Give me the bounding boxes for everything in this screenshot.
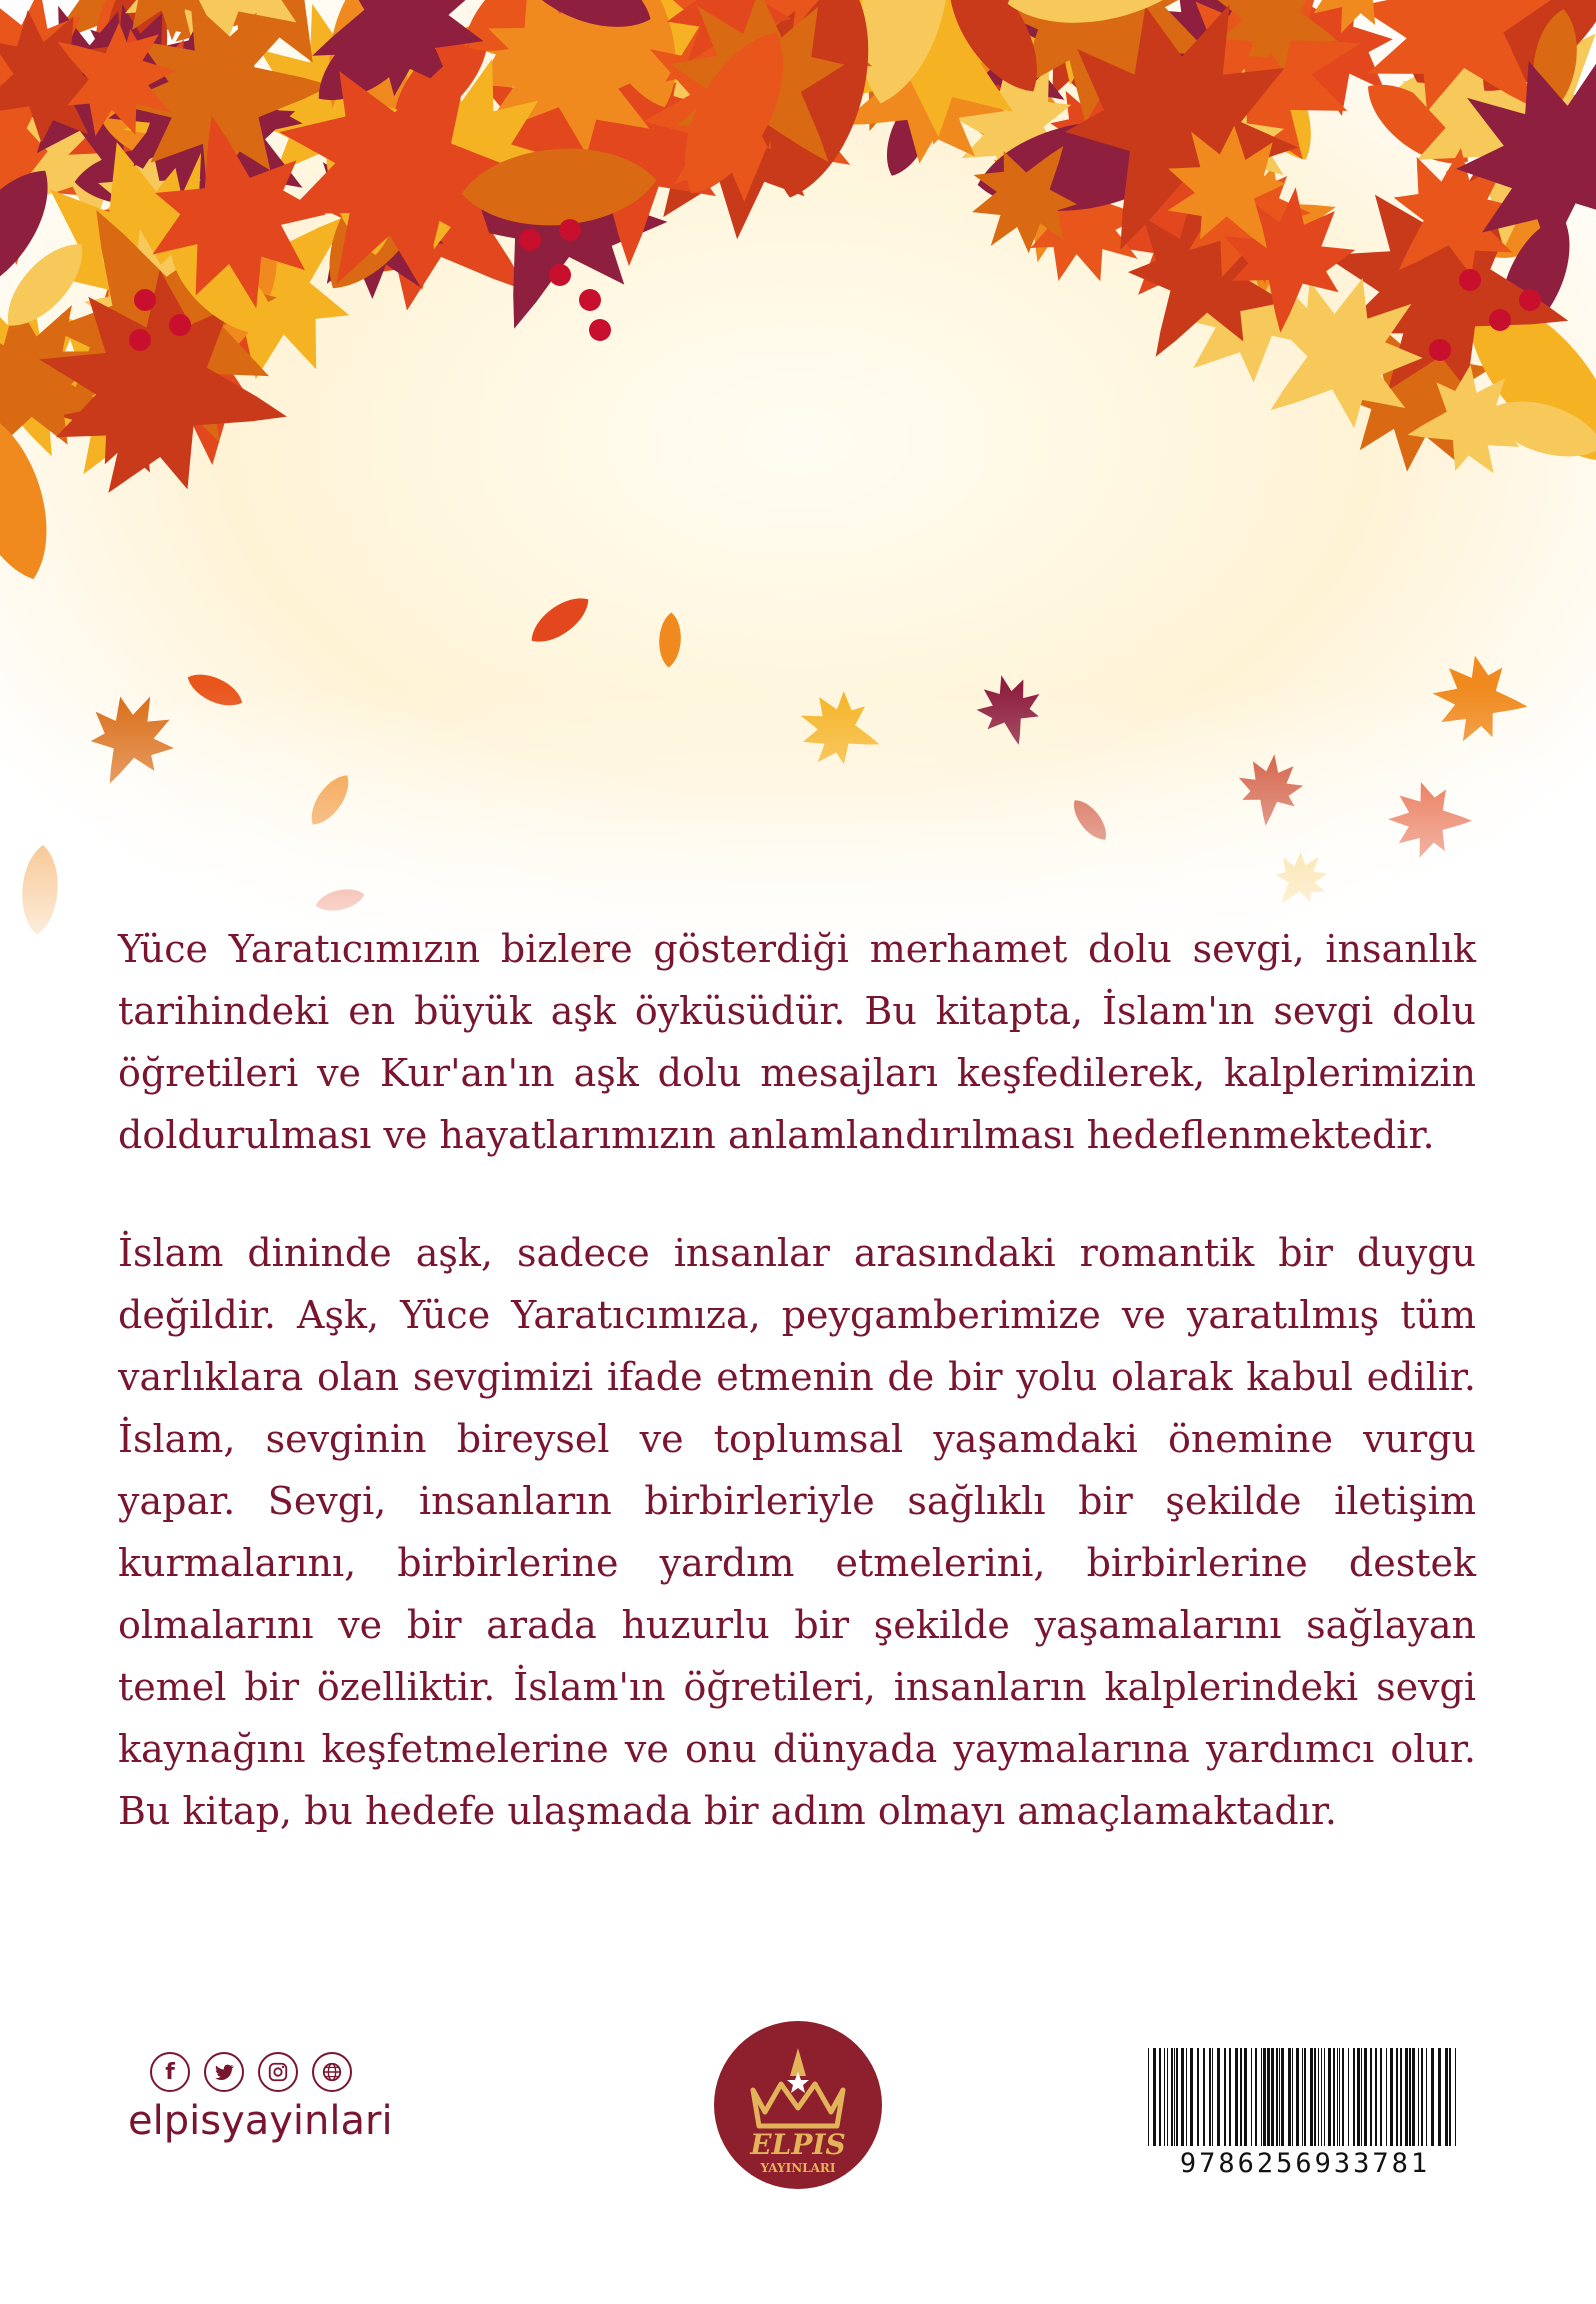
barcode-bar <box>1421 2048 1423 2146</box>
barcode-bar <box>1279 2048 1280 2146</box>
barcode-bar <box>1164 2048 1165 2146</box>
barcode-bar <box>1390 2048 1393 2146</box>
publisher-logo <box>713 2020 883 2190</box>
barcode-bar <box>1445 2048 1448 2146</box>
barcode-bar <box>1153 2048 1156 2146</box>
description-paragraph-1: Yüce Yaratıcımızın bizlere gösterdiği merhamet dolu sevgi, insanlık tarihindeki en büyük aşk öyküsüdür. Bu kitapta, İslam'ın sevgi dolu öğretileri ve Kur'an'ın aşk dolu mesajları keşfedilerek, kalplerimizin doldurulması ve hayatlarımızın anlamlandırılması hedeflenmektedir. <box>118 927 1476 1157</box>
barcode-bar <box>1361 2048 1362 2146</box>
barcode-bar <box>1449 2048 1451 2146</box>
barcode-bar <box>1176 2048 1178 2146</box>
barcode-bar <box>1364 2048 1367 2146</box>
barcode-bar <box>1318 2048 1319 2146</box>
barcode-bar <box>1321 2048 1322 2146</box>
barcode-bar <box>1396 2048 1398 2146</box>
barcode-bar <box>1296 2048 1299 2146</box>
barcode-bar <box>1212 2048 1213 2146</box>
barcode-bar <box>1339 2048 1340 2146</box>
barcode-bar <box>1304 2048 1306 2146</box>
barcode-bar <box>1400 2048 1402 2146</box>
barcode-bar <box>1342 2048 1344 2146</box>
barcode-bar <box>1314 2048 1316 2146</box>
barcode-bar <box>1174 2048 1175 2146</box>
barcode-bar <box>1276 2048 1278 2146</box>
barcode-bar <box>1167 2048 1168 2146</box>
barcode-bar <box>1159 2048 1161 2146</box>
barcode-bar <box>1455 2048 1456 2146</box>
barcode-bar <box>1370 2048 1372 2146</box>
barcode-bar <box>1302 2048 1303 2146</box>
barcode-bar <box>1288 2048 1291 2146</box>
barcode-bar <box>1412 2048 1415 2146</box>
description-paragraph-2: İslam dininde aşk, sadece insanlar arasındaki romantik bir duygu değildir. Aşk, Yüce Yaratıcımıza, peygamberimize ve yaratılmış tüm varlıklara olan sevgimizi ifade etmenin de bir yolu olarak kabul edilir. İslam, sevginin bireysel ve toplumsal yaşamdaki önemine vurgu yapar. Sevgi, insanların birbirleriyle sağlıklı bir şekilde iletişim kurmalarını, birbirlerine yardım etmelerini, birbirlerine destek olmalarını ve bir arada huzurlu bir şekilde yaşamalarını sağlayan temel bir özelliktir. İslam'ın öğretileri, insanların kalplerindeki sevgi kaynağını keşfetmelerine ve onu dünyada yaymalarına yardımcı olur. Bu kitap, bu hedefe ulaşmada bir adım olmayı amaçlamaktadır. <box>118 1231 1476 1833</box>
barcode-bar <box>1240 2048 1242 2146</box>
barcode-bars <box>1146 2048 1464 2146</box>
isbn-number: 9786256933781 <box>1179 2148 1431 2179</box>
barcode-bar <box>1409 2048 1411 2146</box>
barcode-bar <box>1348 2048 1349 2146</box>
barcode-bar <box>1310 2048 1313 2146</box>
barcode-bar <box>1426 2048 1427 2146</box>
barcode-bar <box>1255 2048 1257 2146</box>
barcode-bar <box>1197 2048 1199 2146</box>
publisher-subtitle: YAYINLARI <box>760 2161 836 2175</box>
barcode-bar <box>1375 2048 1377 2146</box>
barcode-bar <box>1224 2048 1226 2146</box>
barcode-bar <box>1380 2048 1382 2146</box>
barcode-bar <box>1333 2048 1335 2146</box>
social-handle[interactable]: elpisyayinlari <box>128 2098 393 2144</box>
barcode-bar <box>1261 2048 1262 2146</box>
barcode-bar <box>1229 2048 1231 2146</box>
facebook-icon[interactable]: f <box>150 2052 190 2092</box>
barcode-bar <box>1281 2048 1284 2146</box>
barcode-bar <box>1292 2048 1293 2146</box>
barcode-bar <box>1251 2048 1252 2146</box>
social-icons <box>150 2052 352 2092</box>
barcode-bar <box>1386 2048 1387 2146</box>
barcode-bar <box>1418 2048 1419 2146</box>
barcode-bar <box>1181 2048 1184 2146</box>
barcode-bar <box>1190 2048 1193 2146</box>
twitter-icon[interactable] <box>204 2052 244 2092</box>
barcode-bar <box>1244 2048 1247 2146</box>
barcode-bar <box>1186 2048 1187 2146</box>
barcode-bar <box>1148 2048 1149 2146</box>
instagram-icon[interactable] <box>258 2052 298 2092</box>
barcode-bar <box>1203 2048 1205 2146</box>
barcode-bar <box>1271 2048 1274 2146</box>
publisher-name: ELPIS <box>750 2128 846 2161</box>
barcode-bar <box>1353 2048 1355 2146</box>
barcode-bar <box>1357 2048 1360 2146</box>
barcode-bar <box>1438 2048 1441 2146</box>
web-icon[interactable] <box>312 2052 352 2092</box>
barcode-bar <box>1324 2048 1325 2146</box>
barcode-bar <box>1235 2048 1238 2146</box>
barcode-bar <box>1171 2048 1173 2146</box>
barcode-bar <box>1337 2048 1338 2146</box>
barcode-bar <box>1431 2048 1434 2146</box>
barcode-bar <box>1263 2048 1266 2146</box>
barcode-bar <box>1328 2048 1331 2146</box>
barcode-bar <box>1267 2048 1270 2146</box>
barcode-bar <box>1209 2048 1211 2146</box>
barcode-bar <box>1405 2048 1408 2146</box>
barcode <box>1146 2048 1464 2178</box>
barcode-bar <box>1217 2048 1220 2146</box>
autumn-leaves-illustration <box>0 0 1596 980</box>
